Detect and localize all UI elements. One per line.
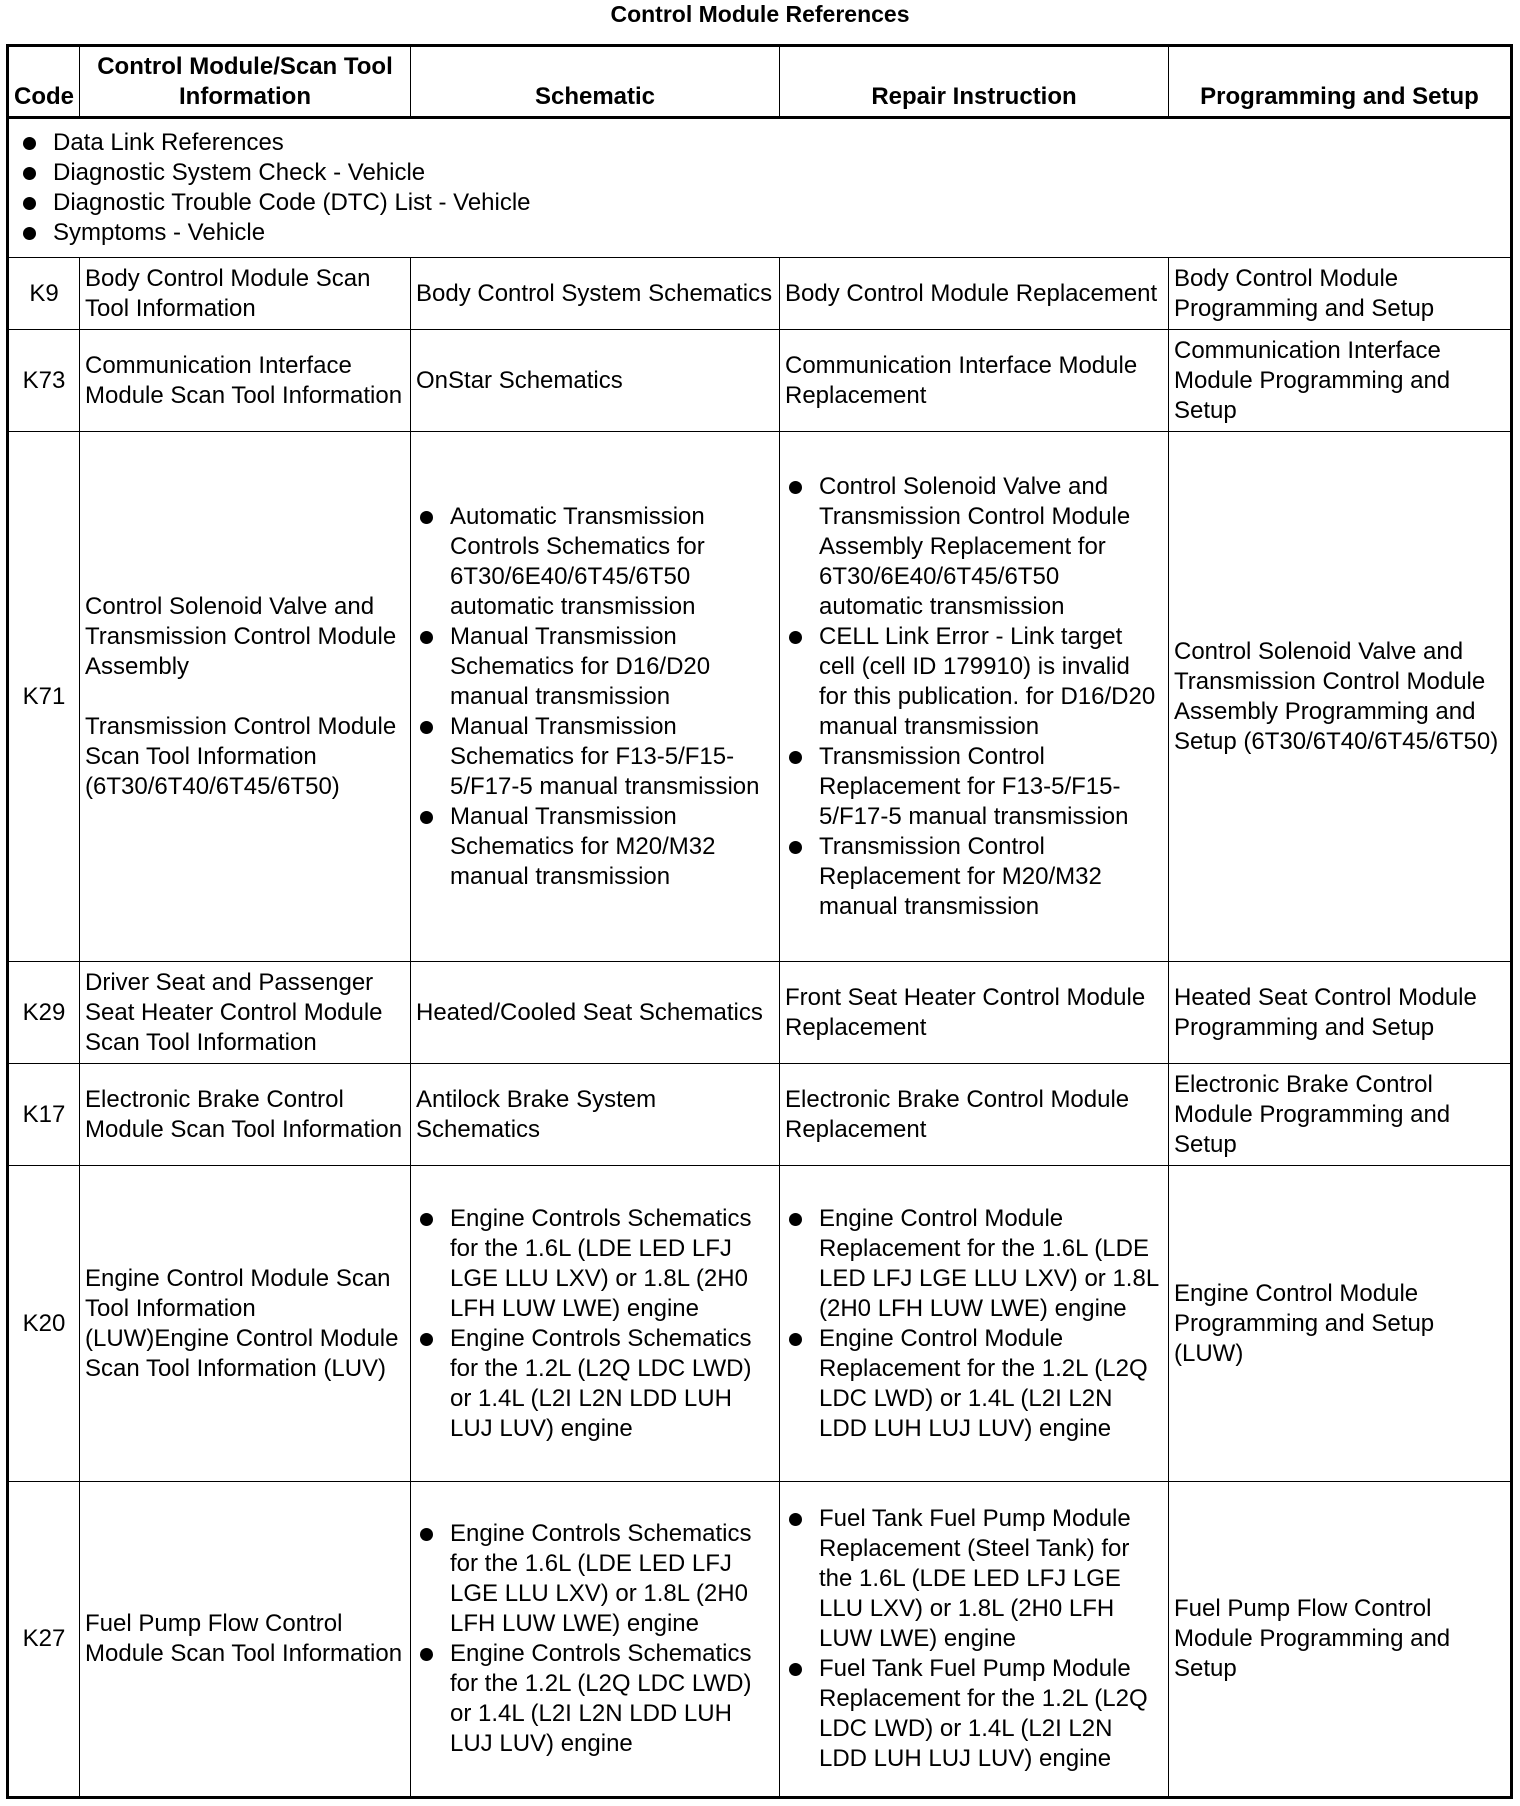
- general-reference-link[interactable]: Symptoms - Vehicle: [19, 218, 1500, 248]
- module-cell[interactable]: Engine Control Module Scan Tool Information (LUW)Engine Control Module Scan Tool Information (LUV): [80, 1166, 411, 1482]
- schematic-link[interactable]: Engine Controls Schematics for the 1.6L (LDE LED LFJ LGE LLU LXV) or 1.8L (2H0 LFH LUW LWE) engine: [416, 1519, 774, 1639]
- schematic-link[interactable]: Automatic Transmission Controls Schematics for 6T30/6E40/6T45/6T50 automatic transmission: [416, 502, 774, 622]
- repair-cell: [780, 432, 1169, 962]
- schematic-cell[interactable]: OnStar Schematics: [411, 330, 780, 432]
- code-cell: K71: [8, 432, 80, 962]
- schematic-link[interactable]: Engine Controls Schematics for the 1.2L (L2Q LDC LWD) or 1.4L (L2I L2N LDD LUH LUJ LUV) engine: [416, 1639, 774, 1759]
- table-row: [8, 330, 1512, 432]
- table-row: [8, 962, 1512, 1064]
- code-cell: K73: [8, 330, 80, 432]
- module-cell: [80, 432, 411, 962]
- repair-cell[interactable]: Electronic Brake Control Module Replacement: [780, 1064, 1169, 1166]
- schematic-list: [416, 502, 774, 892]
- repair-link[interactable]: Transmission Control Replacement for F13-5/F15-5/F17-5 manual transmission: [785, 742, 1163, 832]
- schematic-link[interactable]: Engine Controls Schematics for the 1.6L (LDE LED LFJ LGE LLU LXV) or 1.8L (2H0 LFH LUW LWE) engine: [416, 1204, 774, 1324]
- repair-list: [785, 1504, 1163, 1774]
- code-cell: K17: [8, 1064, 80, 1166]
- schematic-cell[interactable]: Heated/Cooled Seat Schematics: [411, 962, 780, 1064]
- general-reference-link[interactable]: Diagnostic System Check - Vehicle: [19, 158, 1500, 188]
- schematic-cell: [411, 432, 780, 962]
- repair-link[interactable]: Control Solenoid Valve and Transmission Control Module Assembly Replacement for 6T30/6E40/6T45/6T50 automatic transmission: [785, 472, 1163, 622]
- programming-cell[interactable]: Communication Interface Module Programming and Setup: [1169, 330, 1512, 432]
- repair-link[interactable]: CELL Link Error - Link target cell (cell ID 179910) is invalid for this publication. for D16/D20 manual transmission: [785, 622, 1163, 742]
- table-row: [8, 1482, 1512, 1798]
- module-cell[interactable]: Body Control Module Scan Tool Information: [80, 258, 411, 330]
- control-module-references-table: [6, 44, 1513, 1799]
- header-module: Control Module/Scan Tool Information: [80, 46, 411, 118]
- repair-list: [785, 472, 1163, 922]
- programming-cell[interactable]: Control Solenoid Valve and Transmission Control Module Assembly Programming and Setup (6T30/6T40/6T45/6T50): [1169, 432, 1512, 962]
- code-cell: K27: [8, 1482, 80, 1798]
- header-code: Code: [8, 46, 80, 118]
- header-row: [8, 46, 1512, 118]
- general-references-row: [8, 118, 1512, 258]
- table-row: [8, 1064, 1512, 1166]
- module-link[interactable]: Transmission Control Module Scan Tool Information (6T30/6T40/6T45/6T50): [85, 712, 397, 800]
- schematic-link[interactable]: Engine Controls Schematics for the 1.2L (L2Q LDC LWD) or 1.4L (L2I L2N LDD LUH LUJ LUV) engine: [416, 1324, 774, 1444]
- general-references-cell: [8, 118, 1512, 258]
- module-cell[interactable]: Fuel Pump Flow Control Module Scan Tool Information: [80, 1482, 411, 1798]
- repair-link[interactable]: Engine Control Module Replacement for the 1.6L (LDE LED LFJ LGE LLU LXV) or 1.8L (2H0 LFH LUW LWE) engine: [785, 1204, 1163, 1324]
- header-programming: Programming and Setup: [1169, 46, 1512, 118]
- programming-cell[interactable]: Body Control Module Programming and Setup: [1169, 258, 1512, 330]
- repair-cell[interactable]: Communication Interface Module Replacement: [780, 330, 1169, 432]
- repair-link[interactable]: Fuel Tank Fuel Pump Module Replacement (Steel Tank) for the 1.6L (LDE LED LFJ LGE LLU LXV) or 1.8L (2H0 LFH LUW LWE) engine: [785, 1504, 1163, 1654]
- code-cell: K29: [8, 962, 80, 1064]
- repair-cell[interactable]: Front Seat Heater Control Module Replacement: [780, 962, 1169, 1064]
- schematic-link[interactable]: Manual Transmission Schematics for D16/D20 manual transmission: [416, 622, 774, 712]
- schematic-cell[interactable]: Body Control System Schematics: [411, 258, 780, 330]
- programming-cell[interactable]: Engine Control Module Programming and Setup (LUW): [1169, 1166, 1512, 1482]
- table-row: [8, 432, 1512, 962]
- schematic-cell: [411, 1482, 780, 1798]
- repair-cell: [780, 1166, 1169, 1482]
- module-cell[interactable]: Electronic Brake Control Module Scan Tool Information: [80, 1064, 411, 1166]
- code-cell: K20: [8, 1166, 80, 1482]
- schematic-link[interactable]: Manual Transmission Schematics for M20/M32 manual transmission: [416, 802, 774, 892]
- repair-cell: [780, 1482, 1169, 1798]
- schematic-cell: [411, 1166, 780, 1482]
- spacer: [85, 682, 405, 712]
- repair-cell[interactable]: Body Control Module Replacement: [780, 258, 1169, 330]
- page-title: Control Module References: [610, 1, 910, 27]
- general-reference-link[interactable]: Data Link References: [19, 128, 1500, 158]
- module-cell[interactable]: Communication Interface Module Scan Tool Information: [80, 330, 411, 432]
- code-cell: K9: [8, 258, 80, 330]
- table-row: [8, 1166, 1512, 1482]
- module-link[interactable]: Control Solenoid Valve and Transmission Control Module Assembly: [85, 592, 397, 680]
- header-repair: Repair Instruction: [780, 46, 1169, 118]
- general-reference-link[interactable]: Diagnostic Trouble Code (DTC) List - Vehicle: [19, 188, 1500, 218]
- schematic-link[interactable]: Manual Transmission Schematics for F13-5/F15-5/F17-5 manual transmission: [416, 712, 774, 802]
- repair-link[interactable]: Engine Control Module Replacement for the 1.2L (L2Q LDC LWD) or 1.4L (L2I L2N LDD LUH LUJ LUV) engine: [785, 1324, 1163, 1444]
- schematic-list: [416, 1519, 774, 1759]
- general-references-list: [19, 128, 1500, 248]
- schematic-list: [416, 1204, 774, 1444]
- programming-cell[interactable]: Fuel Pump Flow Control Module Programming and Setup: [1169, 1482, 1512, 1798]
- schematic-cell[interactable]: Antilock Brake System Schematics: [411, 1064, 780, 1166]
- repair-link[interactable]: Transmission Control Replacement for M20/M32 manual transmission: [785, 832, 1163, 922]
- programming-cell[interactable]: Heated Seat Control Module Programming and Setup: [1169, 962, 1512, 1064]
- table-row: [8, 258, 1512, 330]
- programming-cell[interactable]: Electronic Brake Control Module Programming and Setup: [1169, 1064, 1512, 1166]
- repair-link[interactable]: Fuel Tank Fuel Pump Module Replacement for the 1.2L (L2Q LDC LWD) or 1.4L (L2I L2N LDD LUH LUJ LUV) engine: [785, 1654, 1163, 1774]
- repair-list: [785, 1204, 1163, 1444]
- header-schematic: Schematic: [411, 46, 780, 118]
- module-cell[interactable]: Driver Seat and Passenger Seat Heater Control Module Scan Tool Information: [80, 962, 411, 1064]
